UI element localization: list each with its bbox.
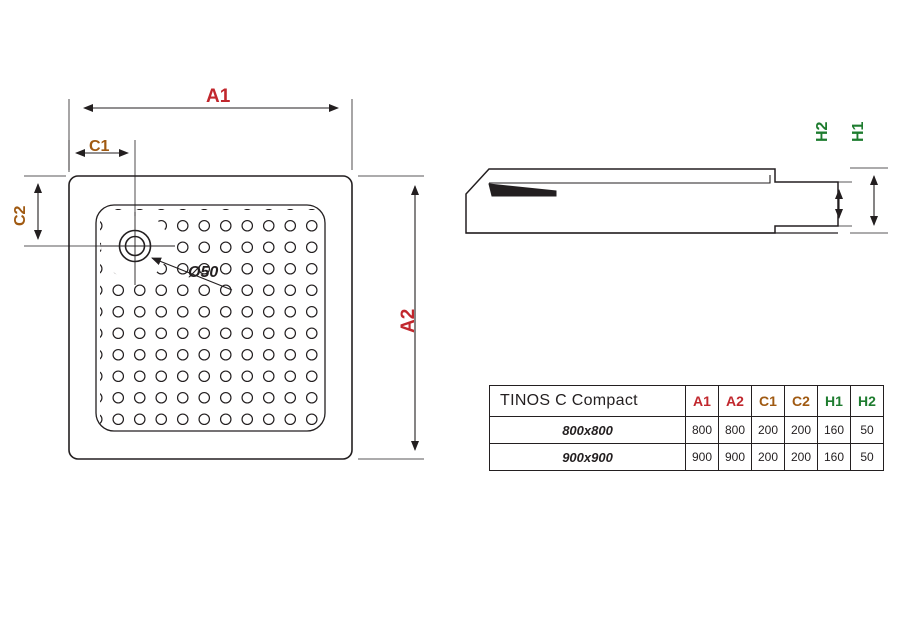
table-cell-a1: 800 [686, 417, 719, 444]
dim-h1 [850, 168, 888, 233]
dim-a1 [69, 99, 352, 170]
table-col-h1: H1 [818, 386, 851, 417]
table-row [490, 417, 884, 444]
dim-label-c2: C2 [12, 205, 29, 226]
side-view [466, 168, 888, 233]
tray-basin-line [489, 175, 770, 183]
table-row-size: 900x900 [490, 444, 686, 471]
table-cell-c2: 200 [785, 417, 818, 444]
table-col-c1: C1 [752, 386, 785, 417]
table-col-c2: C2 [785, 386, 818, 417]
table-product-name: TINOS C Compact [490, 386, 686, 417]
table-cell-h2: 50 [851, 417, 884, 444]
table-header-row [490, 386, 884, 417]
dim-label-a2: A2 [398, 308, 419, 333]
table-cell-a2: 800 [719, 417, 752, 444]
tray-lip-detail [489, 184, 556, 196]
table-cell-c1: 200 [752, 417, 785, 444]
dim-label-h2: H2 [814, 121, 831, 142]
table-col-a2: A2 [719, 386, 752, 417]
specification-table [489, 385, 884, 471]
table-col-h2: H2 [851, 386, 884, 417]
dim-h2 [826, 182, 852, 226]
dim-label-a1: A1 [206, 86, 231, 107]
anti-slip-dot-pattern [100, 209, 321, 427]
dim-label-h1: H1 [850, 121, 867, 142]
table-cell-h2: 50 [851, 444, 884, 471]
table-cell-a2: 900 [719, 444, 752, 471]
table-cell-c2: 200 [785, 444, 818, 471]
dim-label-c1: C1 [89, 138, 110, 155]
dim-c2 [24, 176, 112, 246]
table-cell-h1: 160 [818, 417, 851, 444]
table-col-a1: A1 [686, 386, 719, 417]
plan-view [24, 99, 424, 459]
tray-side-profile [466, 169, 838, 233]
diameter-label: Ø50 [188, 264, 219, 281]
table-cell-a1: 900 [686, 444, 719, 471]
table-row [490, 444, 884, 471]
table-cell-c1: 200 [752, 444, 785, 471]
table-row-size: 800x800 [490, 417, 686, 444]
table-cell-h1: 160 [818, 444, 851, 471]
